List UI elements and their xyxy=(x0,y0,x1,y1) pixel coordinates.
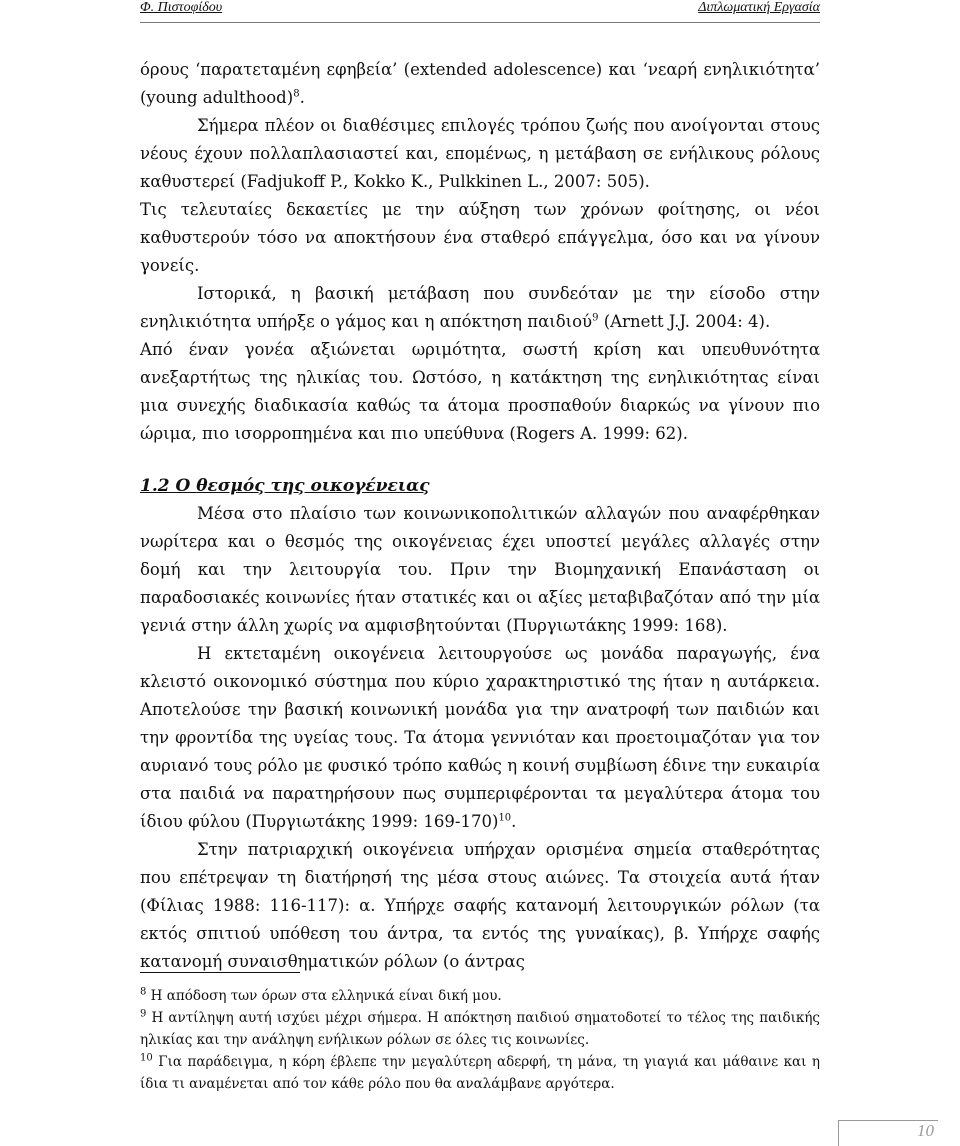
paragraph-2: Σήμερα πλέον οι διαθέσιμες επιλογές τρόπου ζωής που ανοίγονται στους νέους έχουν πολλαπλασιαστεί και, επομένως, η μετάβαση σε ενήλικους ρόλους καθυστερεί (Fadjukoff P., Kokko K., Pulkkinen L., 2007: 505). xyxy=(140,116,820,191)
footnote-8 xyxy=(140,985,820,1007)
footnote-number: 8 xyxy=(140,986,147,998)
paragraph-4-text: Ιστορικά, η βασική μετάβαση που συνδεόταν με την είσοδο στην ενηλικιότητα υπήρξε ο γάμος και η απόκτηση παιδιού xyxy=(140,284,820,331)
footnote-text: Για παράδειγμα, η κόρη έβλεπε την μεγαλύτερη αδερφή, τη μάνα, τη γιαγιά και μάθαινε και η ίδια τι αναμένεται από τον κάθε ρόλο που θα αναλάμβανε αργότερα. xyxy=(140,1054,820,1092)
footnote-9 xyxy=(140,1007,820,1051)
footnote-ref-8: 8 xyxy=(293,88,300,100)
main-text xyxy=(140,56,820,976)
footnote-text: Η απόδοση των όρων στα ελληνικά είναι δική μου. xyxy=(146,988,502,1004)
footnote-ref-10: 10 xyxy=(498,812,512,824)
paragraph-7-text: Η εκτεταμένη οικογένεια λειτουργούσε ως μονάδα παραγωγής, ένα κλειστό οικονομικό σύστημα που κύριο χαρακτηριστικό της ήταν η αυτάρκεια. Αποτελούσε την βασική κοινωνική μονάδα για την ανατροφή των παιδιών και την φροντίδα της υγείας τους. Τα άτομα γεννιόταν και προετοιμαζόταν για τον αυριανό τους ρόλο με φυσικό τρόπο καθώς η κοινή συμβίωση έδινε την ευκαιρία στα παιδιά να παρατηρήσουν πως συμπεριφέρονται τα μεγαλύτερα άτομα του ίδιου φύλου (Πυργιωτάκης 1999: 169-170) xyxy=(140,644,820,831)
paragraph-4 xyxy=(140,280,820,336)
footnote-text: Η αντίληψη αυτή ισχύει μέχρι σήμερα. Η απόκτηση παιδιού σηματοδοτεί το τέλος της παιδικής ηλικίας και την ανάληψη ενήλικων ρόλων σε όλες τις κοινωνίες. xyxy=(140,1010,820,1048)
paragraph-3: Τις τελευταίες δεκαετίες με την αύξηση των χρόνων φοίτησης, οι νέοι καθυστερούν τόσο να αποκτήσουν ένα σταθερό επάγγελμα, όσο και να γίνουν γονείς. xyxy=(140,200,820,275)
footnote-number: 10 xyxy=(140,1052,153,1064)
paragraph-7 xyxy=(140,640,820,836)
footnote-10 xyxy=(140,1051,820,1095)
paragraph-5: Από έναν γονέα αξιώνεται ωριμότητα, σωστή κρίση και υπευθυνότητα ανεξαρτήτως της ηλικίας του. Ωστόσο, η κατάκτηση της ενηλικιότητας είναι μια συνεχής διαδικασία καθώς τα άτομα προσπαθούν διαρκώς να γίνουν πιο ώριμα, πιο ισορροπημένα και πιο υπεύθυνα (Rogers A. 1999: 62). xyxy=(140,340,820,443)
section-heading: 1.2 Ο θεσμός της οικογένειας xyxy=(140,476,430,496)
header-author: Φ. Πιστοφίδου xyxy=(140,0,223,15)
page-number: 10 xyxy=(838,1120,938,1146)
footnote-number: 9 xyxy=(140,1008,147,1020)
paragraph-6: Μέσα στο πλαίσιο των κοινωνικοπολιτικών αλλαγών που αναφέρθηκαν νωρίτερα και ο θεσμός της οικογένειας έχει υποστεί μεγάλες αλλαγές στην δομή και την λειτουργία του. Πριν την Βιομηχανική Επανάσταση οι παραδοσιακές κοινωνίες ήταν στατικές και οι αξίες μεταβιβαζόταν από την μία γενιά στην άλλη χωρίς να αμφισβητούνται (Πυργιωτάκης 1999: 168). xyxy=(140,504,820,635)
paragraph-1-text: όρους ‘παρατεταμένη εφηβεία’ (extended adolescence) και ‘νεαρή ενηλικιότητα’ (young adulthood) xyxy=(140,60,820,107)
page-header xyxy=(140,0,820,23)
paragraph-7-end: . xyxy=(511,812,517,831)
paragraph-1 xyxy=(140,56,820,112)
footnote-ref-9: 9 xyxy=(592,312,599,324)
footnotes xyxy=(140,985,820,1095)
paragraph-4-end: (Arnett J.J. 2004: 4). xyxy=(598,312,771,331)
footnote-separator xyxy=(140,972,300,973)
paragraph-1-end: . xyxy=(299,88,305,107)
paragraph-8: Στην πατριαρχική οικογένεια υπήρχαν ορισμένα σημεία σταθερότητας που επέτρεψαν τη διατήρησή της μέσα στους αιώνες. Τα στοιχεία αυτά ήταν (Φίλιας 1988: 116-117): α. Υπήρχε σαφής κατανομή λειτουργικών ρόλων (τα εκτός σπιτιού υπόθεση του άντρα, τα εντός της γυναίκας), β. Υπήρχε σαφής κατανομή συναισθηματικών ρόλων (ο άντρας xyxy=(140,840,820,971)
header-document-type: Διπλωματική Εργασία xyxy=(698,0,820,15)
